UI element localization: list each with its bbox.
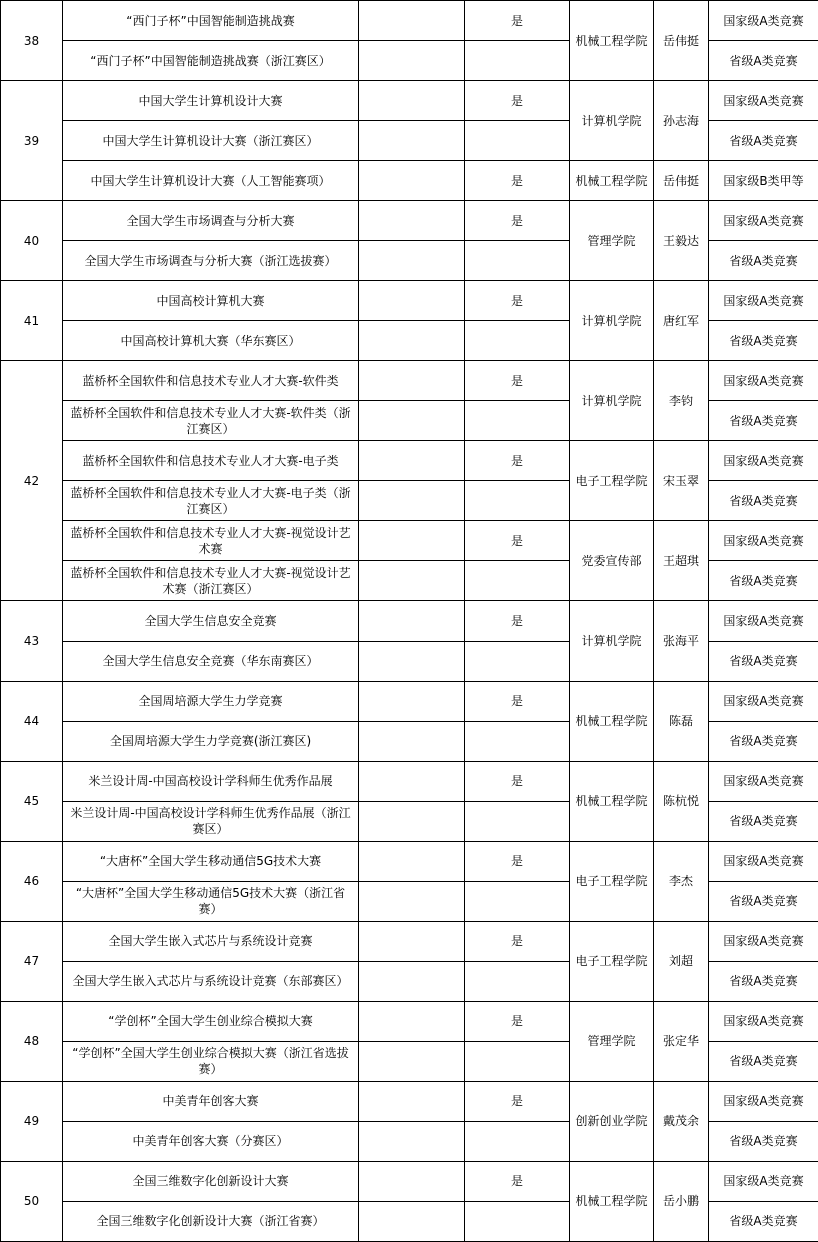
competition-name-cell: 全国大学生市场调查与分析大赛（浙江选拔赛） [63, 241, 359, 281]
blank-cell [359, 201, 465, 241]
table-row [1, 761, 818, 801]
competition-name-cell: “大唐杯”全国大学生移动通信5G技术大赛 [63, 841, 359, 881]
competition-level-cell: 省级A类竞赛 [709, 1041, 818, 1081]
competition-level-cell: 国家级A类竞赛 [709, 441, 818, 481]
blank-cell [359, 801, 465, 841]
competition-name-cell: 中美青年创客大赛 [63, 1081, 359, 1121]
competition-name-cell: “学创杯”全国大学生创业综合模拟大赛（浙江省选拔赛） [63, 1041, 359, 1081]
competition-name-cell: 中国大学生计算机设计大赛（人工智能赛项） [63, 161, 359, 201]
blank-cell [359, 761, 465, 801]
table-row [1, 601, 818, 641]
competition-level-cell: 国家级A类竞赛 [709, 81, 818, 121]
blank-cell [359, 1001, 465, 1041]
table-row [1, 201, 818, 241]
is-national-cell: 是 [465, 681, 570, 721]
competition-name-cell: 中国大学生计算机设计大赛 [63, 81, 359, 121]
is-national-cell [465, 641, 570, 681]
leader-cell: 李杰 [654, 841, 709, 921]
competition-name-cell: 全国周培源大学生力学竞赛 [63, 681, 359, 721]
is-national-cell [465, 881, 570, 921]
department-cell: 计算机学院 [570, 81, 654, 161]
serial-number-cell: 44 [1, 681, 63, 761]
leader-cell: 刘超 [654, 921, 709, 1001]
competition-level-cell: 国家级A类竞赛 [709, 921, 818, 961]
table-row [1, 1161, 818, 1201]
table-row [1, 681, 818, 721]
competition-name-cell: 全国三维数字化创新设计大赛（浙江省赛） [63, 1201, 359, 1241]
blank-cell [359, 921, 465, 961]
table-row [1, 1001, 818, 1041]
blank-cell [359, 601, 465, 641]
blank-cell [359, 401, 465, 441]
department-cell: 机械工程学院 [570, 761, 654, 841]
serial-number-cell: 46 [1, 841, 63, 921]
is-national-cell [465, 801, 570, 841]
competition-name-cell: 中国大学生计算机设计大赛（浙江赛区） [63, 121, 359, 161]
is-national-cell: 是 [465, 201, 570, 241]
competition-level-cell: 国家级A类竞赛 [709, 1001, 818, 1041]
is-national-cell [465, 1201, 570, 1241]
serial-number-cell: 41 [1, 281, 63, 361]
blank-cell [359, 1201, 465, 1241]
department-cell: 党委宣传部 [570, 521, 654, 601]
table-row [1, 361, 818, 401]
is-national-cell: 是 [465, 841, 570, 881]
serial-number-cell: 45 [1, 761, 63, 841]
competition-name-cell: “西门子杯”中国智能制造挑战赛 [63, 1, 359, 41]
leader-cell: 李钧 [654, 361, 709, 441]
competition-level-cell: 省级A类竞赛 [709, 641, 818, 681]
department-cell: 管理学院 [570, 1001, 654, 1081]
serial-number-cell: 47 [1, 921, 63, 1001]
blank-cell [359, 281, 465, 321]
blank-cell [359, 1161, 465, 1201]
competition-name-cell: 蓝桥杯全国软件和信息技术专业人才大赛-视觉设计艺术赛（浙江赛区） [63, 561, 359, 601]
serial-number-cell: 39 [1, 81, 63, 201]
competition-level-cell: 省级A类竞赛 [709, 721, 818, 761]
is-national-cell: 是 [465, 81, 570, 121]
leader-cell: 王超琪 [654, 521, 709, 601]
department-cell: 计算机学院 [570, 361, 654, 441]
department-cell: 电子工程学院 [570, 841, 654, 921]
table-row [1, 841, 818, 881]
blank-cell [359, 361, 465, 401]
is-national-cell [465, 41, 570, 81]
competition-name-cell: “学创杯”全国大学生创业综合模拟大赛 [63, 1001, 359, 1041]
is-national-cell: 是 [465, 161, 570, 201]
leader-cell: 岳伟挺 [654, 1, 709, 81]
is-national-cell: 是 [465, 921, 570, 961]
competition-name-cell: 全国大学生嵌入式芯片与系统设计竞赛 [63, 921, 359, 961]
blank-cell [359, 681, 465, 721]
competition-table-body [1, 1, 818, 1242]
leader-cell: 张海平 [654, 601, 709, 681]
blank-cell [359, 121, 465, 161]
blank-cell [359, 41, 465, 81]
blank-cell [359, 481, 465, 521]
serial-number-cell: 50 [1, 1161, 63, 1241]
serial-number-cell: 40 [1, 201, 63, 281]
serial-number-cell: 48 [1, 1001, 63, 1081]
competition-level-cell: 省级A类竞赛 [709, 561, 818, 601]
is-national-cell [465, 1121, 570, 1161]
competition-level-cell: 省级A类竞赛 [709, 321, 818, 361]
leader-cell: 张定华 [654, 1001, 709, 1081]
competition-level-cell: 国家级A类竞赛 [709, 1, 818, 41]
is-national-cell: 是 [465, 601, 570, 641]
competition-name-cell: 中国高校计算机大赛（华东赛区） [63, 321, 359, 361]
is-national-cell: 是 [465, 1001, 570, 1041]
department-cell: 机械工程学院 [570, 1161, 654, 1241]
is-national-cell [465, 721, 570, 761]
department-cell: 电子工程学院 [570, 441, 654, 521]
leader-cell: 陈磊 [654, 681, 709, 761]
competition-name-cell: 全国大学生嵌入式芯片与系统设计竞赛（东部赛区） [63, 961, 359, 1001]
is-national-cell [465, 321, 570, 361]
blank-cell [359, 1081, 465, 1121]
is-national-cell [465, 481, 570, 521]
serial-number-cell: 49 [1, 1081, 63, 1161]
competition-name-cell: 全国大学生市场调查与分析大赛 [63, 201, 359, 241]
competition-level-cell: 国家级A类竞赛 [709, 681, 818, 721]
competition-name-cell: 米兰设计周-中国高校设计学科师生优秀作品展 [63, 761, 359, 801]
department-cell: 管理学院 [570, 201, 654, 281]
competition-name-cell: 全国大学生信息安全竞赛 [63, 601, 359, 641]
competition-level-cell: 国家级A类竞赛 [709, 1081, 818, 1121]
table-row [1, 81, 818, 121]
competition-name-cell: “大唐杯”全国大学生移动通信5G技术大赛（浙江省赛） [63, 881, 359, 921]
is-national-cell [465, 401, 570, 441]
competition-level-cell: 国家级A类竞赛 [709, 1161, 818, 1201]
table-row [1, 441, 818, 481]
table-row [1, 1081, 818, 1121]
competition-level-cell: 省级A类竞赛 [709, 1121, 818, 1161]
serial-number-cell: 43 [1, 601, 63, 681]
blank-cell [359, 321, 465, 361]
competition-level-cell: 国家级A类竞赛 [709, 841, 818, 881]
blank-cell [359, 81, 465, 121]
leader-cell: 岳伟挺 [654, 161, 709, 201]
serial-number-cell: 42 [1, 361, 63, 601]
competition-name-cell: 蓝桥杯全国软件和信息技术专业人才大赛-电子类（浙江赛区） [63, 481, 359, 521]
blank-cell [359, 881, 465, 921]
leader-cell: 陈杭悦 [654, 761, 709, 841]
serial-number-cell: 38 [1, 1, 63, 81]
table-row [1, 1, 818, 41]
competition-name-cell: 全国大学生信息安全竞赛（华东南赛区） [63, 641, 359, 681]
is-national-cell: 是 [465, 1161, 570, 1201]
table-row [1, 281, 818, 321]
competition-name-cell: 全国周培源大学生力学竞赛(浙江赛区) [63, 721, 359, 761]
is-national-cell [465, 121, 570, 161]
is-national-cell: 是 [465, 361, 570, 401]
department-cell: 计算机学院 [570, 601, 654, 681]
blank-cell [359, 1041, 465, 1081]
blank-cell [359, 961, 465, 1001]
is-national-cell: 是 [465, 281, 570, 321]
competition-level-cell: 国家级B类甲等 [709, 161, 818, 201]
competition-name-cell: 米兰设计周-中国高校设计学科师生优秀作品展（浙江赛区） [63, 801, 359, 841]
competition-level-cell: 省级A类竞赛 [709, 401, 818, 441]
blank-cell [359, 561, 465, 601]
competition-level-cell: 省级A类竞赛 [709, 961, 818, 1001]
is-national-cell [465, 241, 570, 281]
department-cell: 机械工程学院 [570, 1, 654, 81]
competition-name-cell: 中美青年创客大赛（分赛区） [63, 1121, 359, 1161]
competition-level-cell: 国家级A类竞赛 [709, 281, 818, 321]
department-cell: 机械工程学院 [570, 681, 654, 761]
blank-cell [359, 161, 465, 201]
competition-name-cell: 蓝桥杯全国软件和信息技术专业人才大赛-软件类（浙江赛区） [63, 401, 359, 441]
competition-level-cell: 省级A类竞赛 [709, 1201, 818, 1241]
leader-cell: 岳小鹏 [654, 1161, 709, 1241]
table-row [1, 521, 818, 561]
blank-cell [359, 641, 465, 681]
competition-name-cell: 蓝桥杯全国软件和信息技术专业人才大赛-视觉设计艺术赛 [63, 521, 359, 561]
blank-cell [359, 1, 465, 41]
department-cell: 机械工程学院 [570, 161, 654, 201]
leader-cell: 孙志海 [654, 81, 709, 161]
competition-level-cell: 省级A类竞赛 [709, 41, 818, 81]
competition-name-cell: 全国三维数字化创新设计大赛 [63, 1161, 359, 1201]
department-cell: 创新创业学院 [570, 1081, 654, 1161]
is-national-cell [465, 961, 570, 1001]
competition-level-cell: 国家级A类竞赛 [709, 761, 818, 801]
competition-name-cell: 蓝桥杯全国软件和信息技术专业人才大赛-电子类 [63, 441, 359, 481]
blank-cell [359, 521, 465, 561]
competition-level-cell: 国家级A类竞赛 [709, 201, 818, 241]
competition-name-cell: “西门子杯”中国智能制造挑战赛（浙江赛区） [63, 41, 359, 81]
competition-level-cell: 省级A类竞赛 [709, 881, 818, 921]
competition-level-cell: 国家级A类竞赛 [709, 521, 818, 561]
leader-cell: 王毅达 [654, 201, 709, 281]
is-national-cell [465, 1041, 570, 1081]
is-national-cell [465, 561, 570, 601]
blank-cell [359, 841, 465, 881]
leader-cell: 唐红军 [654, 281, 709, 361]
leader-cell: 戴茂余 [654, 1081, 709, 1161]
is-national-cell: 是 [465, 1081, 570, 1121]
is-national-cell: 是 [465, 441, 570, 481]
competition-name-cell: 中国高校计算机大赛 [63, 281, 359, 321]
blank-cell [359, 1121, 465, 1161]
table-row [1, 161, 818, 201]
leader-cell: 宋玉翠 [654, 441, 709, 521]
competition-level-cell: 省级A类竞赛 [709, 121, 818, 161]
table-row [1, 921, 818, 961]
blank-cell [359, 241, 465, 281]
department-cell: 计算机学院 [570, 281, 654, 361]
blank-cell [359, 441, 465, 481]
is-national-cell: 是 [465, 521, 570, 561]
competition-level-cell: 省级A类竞赛 [709, 481, 818, 521]
competition-level-cell: 省级A类竞赛 [709, 241, 818, 281]
is-national-cell: 是 [465, 1, 570, 41]
is-national-cell: 是 [465, 761, 570, 801]
blank-cell [359, 721, 465, 761]
department-cell: 电子工程学院 [570, 921, 654, 1001]
competition-level-cell: 国家级A类竞赛 [709, 361, 818, 401]
competition-level-cell: 国家级A类竞赛 [709, 601, 818, 641]
competition-level-cell: 省级A类竞赛 [709, 801, 818, 841]
competition-name-cell: 蓝桥杯全国软件和信息技术专业人才大赛-软件类 [63, 361, 359, 401]
